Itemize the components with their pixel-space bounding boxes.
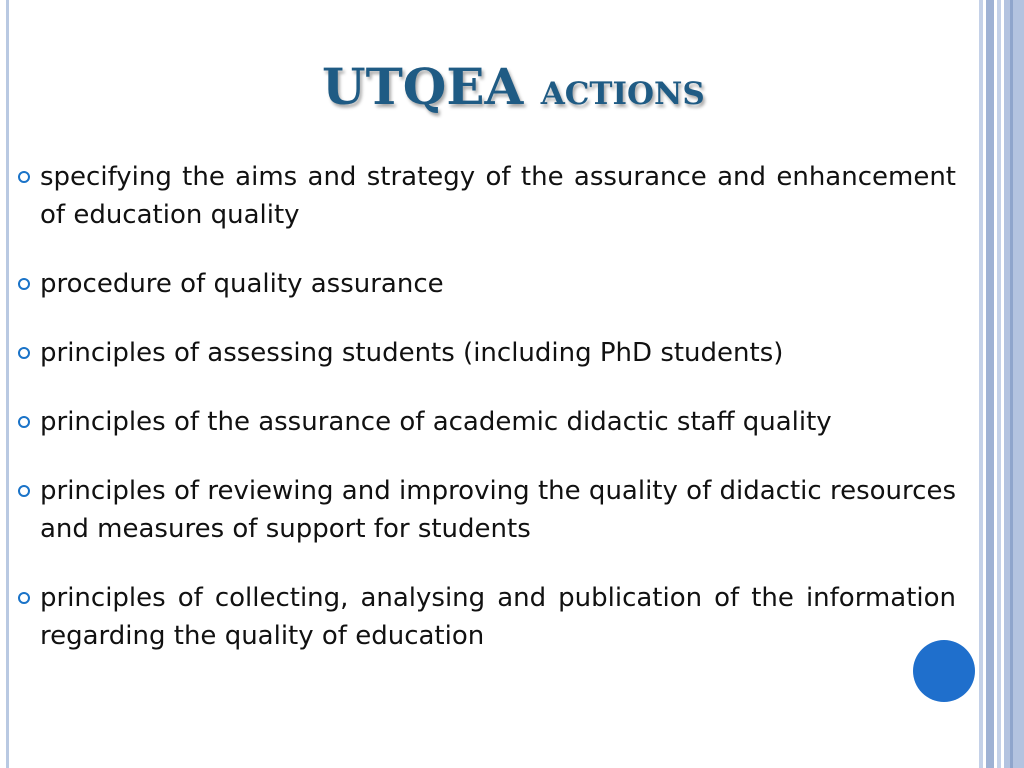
bullet-icon xyxy=(18,278,30,290)
list-item-text: principles of reviewing and improving the quality of didactic resources and measures of support for students xyxy=(40,476,956,544)
list-item xyxy=(18,265,956,303)
bullet-icon xyxy=(18,485,30,497)
list-item-text: principles of assessing students (including PhD students) xyxy=(40,338,784,368)
slide-title-small: actions xyxy=(540,64,705,115)
bullet-icon xyxy=(18,416,30,428)
bullet-icon xyxy=(18,171,30,183)
right-border-stripe xyxy=(986,0,994,768)
bullet-list xyxy=(18,158,956,686)
list-item xyxy=(18,334,956,372)
slide-title xyxy=(322,57,705,116)
list-item xyxy=(18,472,956,548)
list-item-text: specifying the aims and strategy of the assurance and enhancement of education quality xyxy=(40,162,956,230)
list-item xyxy=(18,579,956,655)
right-border-stripe xyxy=(979,0,983,768)
decorative-circle xyxy=(913,640,975,702)
list-item-text: principles of the assurance of academic didactic staff quality xyxy=(40,407,832,437)
bullet-icon xyxy=(18,347,30,359)
right-border-stripe xyxy=(1004,0,1024,768)
list-item xyxy=(18,403,956,441)
bullet-icon xyxy=(18,592,30,604)
list-item xyxy=(18,158,956,234)
right-border-stripe xyxy=(1010,0,1013,768)
list-item-text: procedure of quality assurance xyxy=(40,269,444,299)
right-border-stripe xyxy=(997,0,1001,768)
left-border-line xyxy=(6,0,9,768)
slide-title-main: UTQEA xyxy=(322,57,524,116)
list-item-text: principles of collecting, analysing and publication of the information regarding the quality of education xyxy=(40,583,956,651)
